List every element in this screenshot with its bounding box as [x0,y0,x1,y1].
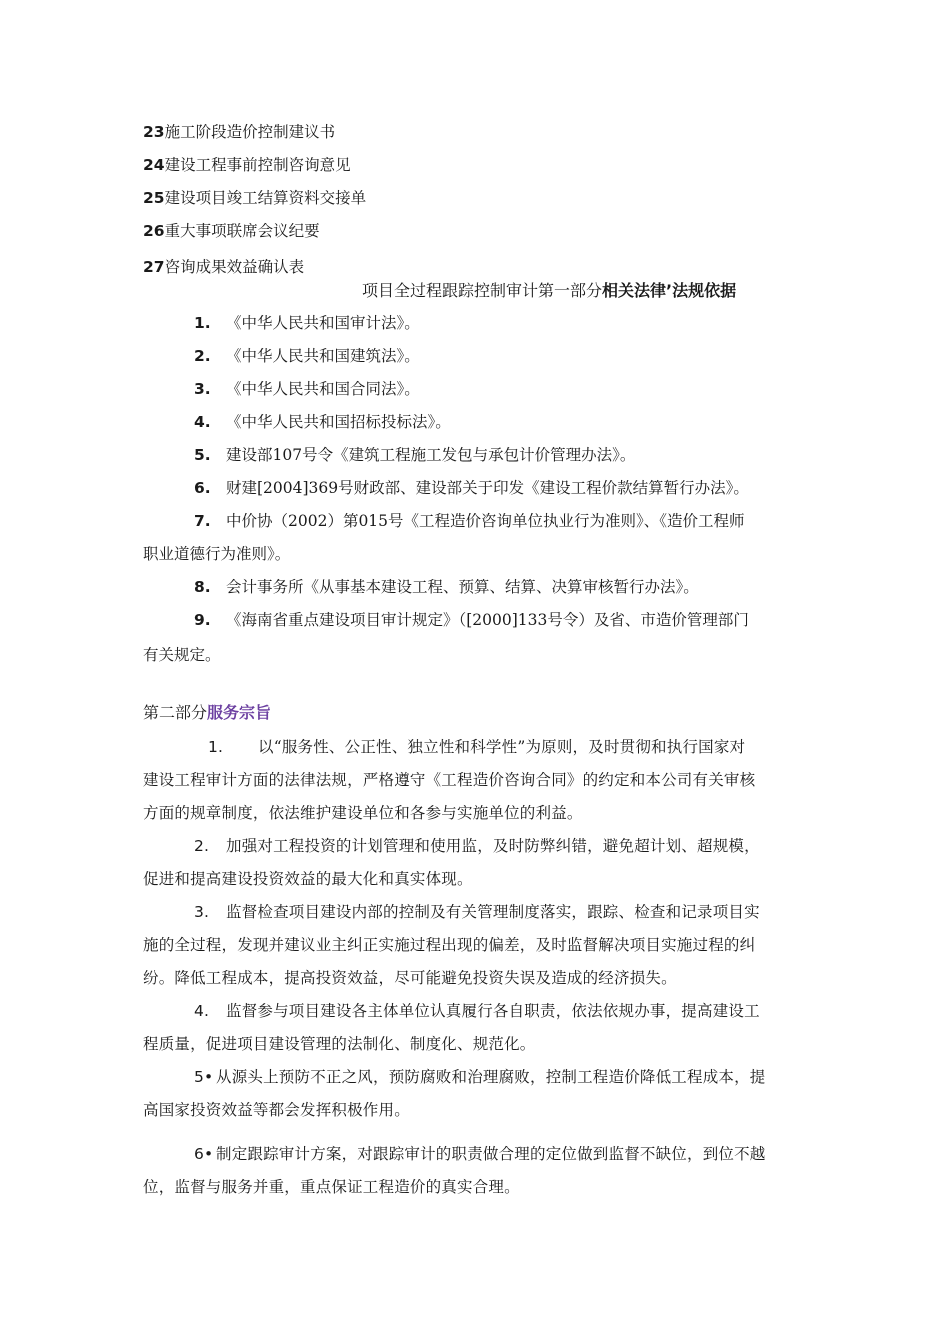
list-item-number: 25 [143,189,165,207]
law-item-number: 1. [194,314,211,332]
purpose-text: 监督检查项目建设内部的控制及有关管理制度落实，跟踪、检查和记录项目实 [226,903,760,921]
part2-heading-colored: 服务宗旨 [207,703,272,722]
list-item-text: 施工阶段造价控制建议书 [164,123,336,141]
list-item-number: 26 [143,222,165,240]
purpose-paragraph-line: 建设工程审计方面的法律法规，严格遵守《工程造价咨询合同》的约定和本公司有关审核 [143,771,756,789]
law-item [194,445,635,465]
purpose-paragraph-line: 纷。降低工程成本，提高投资效益，尽可能避免投资失误及造成的经济损失。 [143,969,677,987]
purpose-paragraph-line [194,1144,766,1164]
purpose-text: 从源头上预防不正之风，预防腐败和治理腐败，控制工程造价降低工程成本，提 [216,1068,766,1086]
law-item-text: 《中华人民共和国审计法》。 [226,314,420,332]
law-item-text: 中价协（2002）第015号《工程造价咨询单位执业行为准则》、《造价工程师 [226,512,745,530]
part1-heading-plain: 项目全过程跟踪控制审计第一部分 [362,281,603,300]
purpose-number: 5• [194,1068,214,1086]
law-item-number: 3. [194,380,211,398]
law-item-text: 财建[2004]369号财政部、建设部关于印发《建设工程价款结算暂行办法》。 [226,479,749,497]
law-item-continuation: 有关规定。 [143,646,221,664]
purpose-paragraph-line: 位，监督与服务并重，重点保证工程造价的真实合理。 [143,1178,520,1196]
purpose-number: 3. [194,903,210,921]
law-item-text: 会计事务所《从事基本建设工程、预算、结算、决算审核暂行办法》。 [226,578,699,596]
purpose-text: 加强对工程投资的计划管理和使用监，及时防弊纠错，避免超计划、超规模， [226,837,760,855]
list-item-text: 重大事项联席会议纪要 [164,222,320,240]
part2-heading-plain: 第二部分 [143,703,208,722]
law-item-continuation: 职业道德行为准则》。 [143,545,291,563]
purpose-text: 监督参与项目建设各主体单位认真履行各自职责，依法依规办事，提高建设工 [226,1002,760,1020]
law-item-text: 《海南省重点建设项目审计规定》（[2000]133号令）及省、市造价管理部门 [226,611,749,629]
purpose-paragraph-line: 程质量，促进项目建设管理的法制化、制度化、规范化。 [143,1035,536,1053]
list-item-number: 27 [143,258,165,276]
purpose-text: 以“服务性、公正性、独立性和科学性”为原则，及时贯彻和执行国家对 [258,738,746,756]
law-item-number: 6. [194,479,211,497]
purpose-paragraph-line [194,1067,766,1087]
purpose-paragraph-line [194,902,760,922]
law-item [194,412,451,432]
law-item [194,478,749,498]
law-item-number: 5. [194,446,211,464]
list-item [143,122,335,142]
purpose-number: 2. [194,837,210,855]
law-item [194,346,420,366]
purpose-paragraph-line [208,737,745,757]
law-item-number: 4. [194,413,211,431]
law-item-number: 8. [194,578,211,596]
law-item [194,577,699,597]
list-item-text: 建设项目竣工结算资料交接单 [164,189,367,207]
list-item [143,257,304,277]
list-item-number: 24 [143,156,165,174]
law-item [194,313,420,333]
purpose-text: 制定跟踪审计方案，对跟踪审计的职责做合理的定位做到监督不缺位，到位不越 [216,1145,766,1163]
law-item-text: 《中华人民共和国合同法》。 [226,380,420,398]
law-item-number: 2. [194,347,211,365]
list-item-number: 23 [143,123,165,141]
purpose-number: 6• [194,1145,214,1163]
purpose-paragraph-line: 施的全过程，发现并建议业主纠正实施过程出现的偏差，及时监督解决项目实施过程的纠 [143,936,756,954]
law-item [194,610,749,630]
law-item [194,511,745,531]
purpose-paragraph-line: 高国家投资效益等都会发挥积极作用。 [143,1101,410,1119]
part2-heading [143,703,271,723]
list-item-text: 咨询成果效益确认表 [164,258,305,276]
list-item [143,188,366,208]
law-item-number: 9. [194,611,211,629]
list-item [143,221,320,241]
law-item [194,379,420,399]
list-item-text: 建设工程事前控制咨询意见 [164,156,351,174]
list-item [143,155,351,175]
law-item-text: 《中华人民共和国建筑法》。 [226,347,420,365]
purpose-paragraph-line [194,1001,760,1021]
purpose-paragraph-line: 方面的规章制度，依法维护建设单位和各参与实施单位的利益。 [143,804,583,822]
part1-heading-bold: 相关法律’法规依据 [602,281,737,300]
purpose-paragraph-line: 促进和提高建设投资效益的最大化和真实体现。 [143,870,473,888]
part1-heading [362,281,736,301]
purpose-number: 1. [208,738,224,756]
law-item-text: 建设部107号令《建筑工程施工发包与承包计价管理办法》。 [226,446,636,464]
law-item-text: 《中华人民共和国招标投标法》。 [226,413,451,431]
law-item-number: 7. [194,512,211,530]
purpose-number: 4. [194,1002,210,1020]
purpose-paragraph-line [194,836,760,856]
